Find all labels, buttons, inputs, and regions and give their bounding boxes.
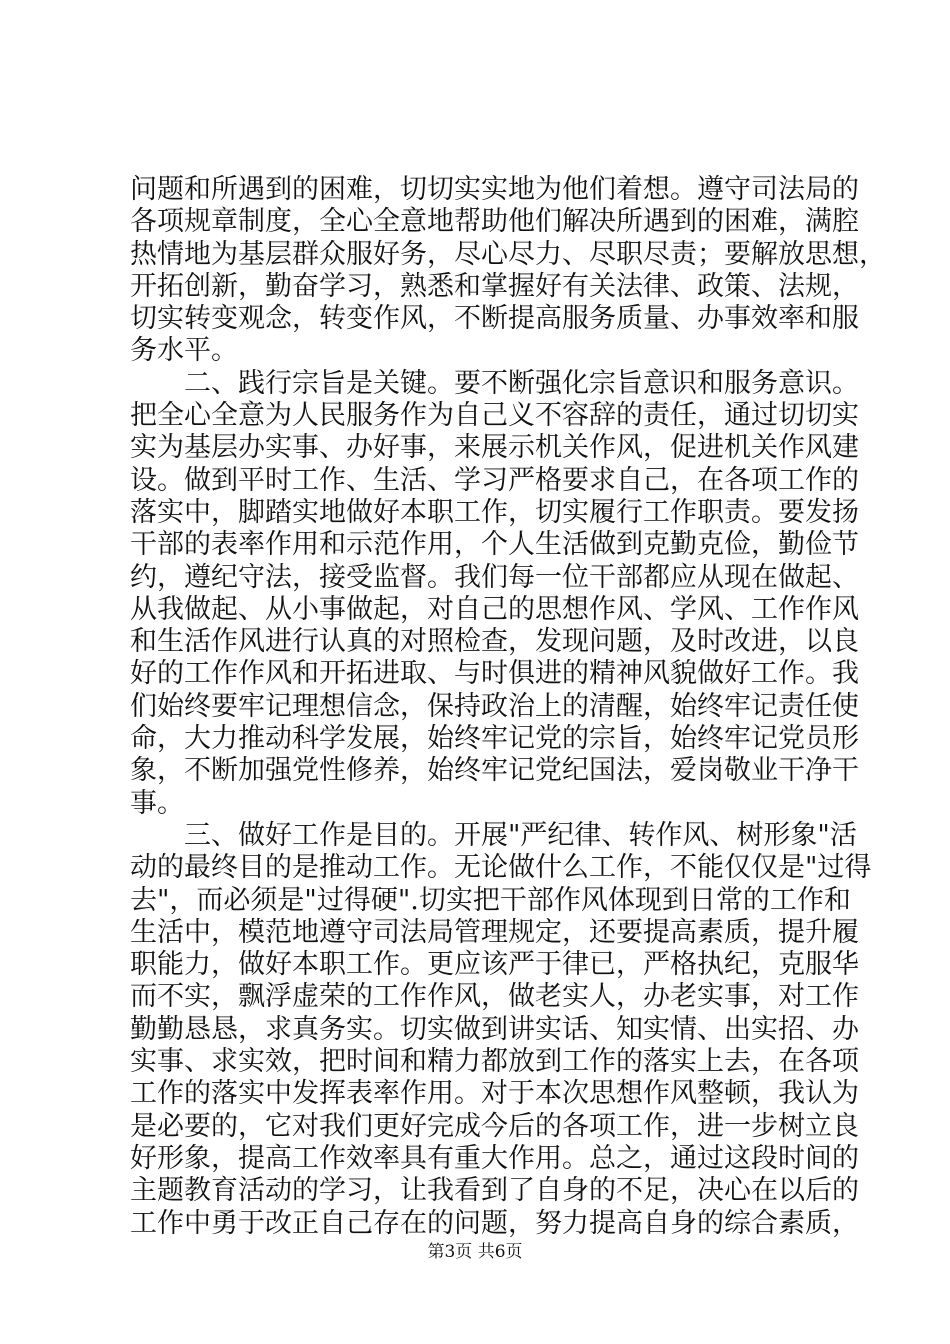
text-line: 开拓创新，勤奋学习，熟悉和掌握好有关法律、政策、法规， <box>130 270 859 302</box>
text-line: 勤勤恳恳，求真务实。切实做到讲实话、知实情、出实招、办 <box>130 1013 859 1045</box>
text-line: 设。做到平时工作、生活、学习严格要求自己，在各项工作的 <box>130 464 859 496</box>
text-line: 热情地为基层群众服好务，尽心尽力、尽职尽责；要解放思想， <box>130 238 886 270</box>
text-line: 落实中，脚踏实地做好本职工作，切实履行工作职责。要发扬 <box>130 496 859 528</box>
text-line: 把全心全意为人民服务作为自己义不容辞的责任，通过切切实 <box>130 400 859 432</box>
text-line: 事。 <box>130 787 184 819</box>
text-line: 职能力，做好本职工作。更应该严于律已，严格执纪，克服华 <box>130 949 859 981</box>
text-line: 从我做起、从小事做起，对自己的思想作风、学风、工作作风 <box>130 593 859 625</box>
text-line: 工作中勇于改正自己存在的问题，努力提高自身的综合素质， <box>130 1207 859 1239</box>
text-line: 实为基层办实事、办好事，来展示机关作风，促进机关作风建 <box>130 432 859 464</box>
text-line: 去"，而必须是"过得硬".切实把干部作风体现到日常的工作和 <box>130 884 851 916</box>
text-line: 切实转变观念，转变作风，不断提高服务质量、办事效率和服 <box>130 303 859 335</box>
page-number-footer: 第3页 共6页 <box>427 1242 523 1262</box>
text-line: 是必要的，它对我们更好完成今后的各项工作，进一步树立良 <box>130 1110 859 1142</box>
text-line: 主题教育活动的学习，让我看到了自身的不足，决心在以后的 <box>130 1175 859 1207</box>
text-line: 各项规章制度，全心全意地帮助他们解决所遇到的困难，满腔 <box>130 206 859 238</box>
text-line: 和生活作风进行认真的对照检查，发现问题，及时改进，以良 <box>130 626 859 658</box>
text-line: 们始终要牢记理想信念，保持政治上的清醒，始终牢记责任使 <box>130 690 859 722</box>
text-line: 而不实，飘浮虚荣的工作作风，做老实人，办老实事，对工作 <box>130 981 859 1013</box>
text-line: 工作的落实中发挥表率作用。对于本次思想作风整顿，我认为 <box>130 1078 859 1110</box>
text-line: 问题和所遇到的困难，切切实实地为他们着想。遵守司法局的 <box>130 174 859 205</box>
text-line: 实事、求实效，把时间和精力都放到工作的落实上去，在各项 <box>130 1046 859 1078</box>
text-line: 好的工作作风和开拓进取、与时俱进的精神风貌做好工作。我 <box>130 658 859 690</box>
text-line: 命，大力推动科学发展，始终牢记党的宗旨，始终牢记党员形 <box>130 723 859 755</box>
text-line: 二、践行宗旨是关键。要不断强化宗旨意识和服务意识。 <box>184 367 859 399</box>
text-line: 动的最终目的是推动工作。无论做什么工作，不能仅仅是"过得 <box>130 852 872 884</box>
text-line: 约，遵纪守法，接受监督。我们每一位干部都应从现在做起、 <box>130 561 859 593</box>
text-line: 务水平。 <box>130 335 238 367</box>
text-line: 象，不断加强党性修养，始终牢记党纪国法，爱岗敬业干净干 <box>130 755 859 787</box>
text-line: 三、做好工作是目的。开展"严纪律、转作风、树形象"活 <box>184 819 857 851</box>
text-line: 生活中，模范地遵守司法局管理规定，还要提高素质，提升履 <box>130 916 859 948</box>
text-line: 好形象，提高工作效率具有重大作用。总之，通过这段时间的 <box>130 1142 859 1174</box>
document-body <box>130 174 886 1240</box>
text-line: 干部的表率作用和示范作用，个人生活做到克勤克俭，勤俭节 <box>130 529 859 561</box>
